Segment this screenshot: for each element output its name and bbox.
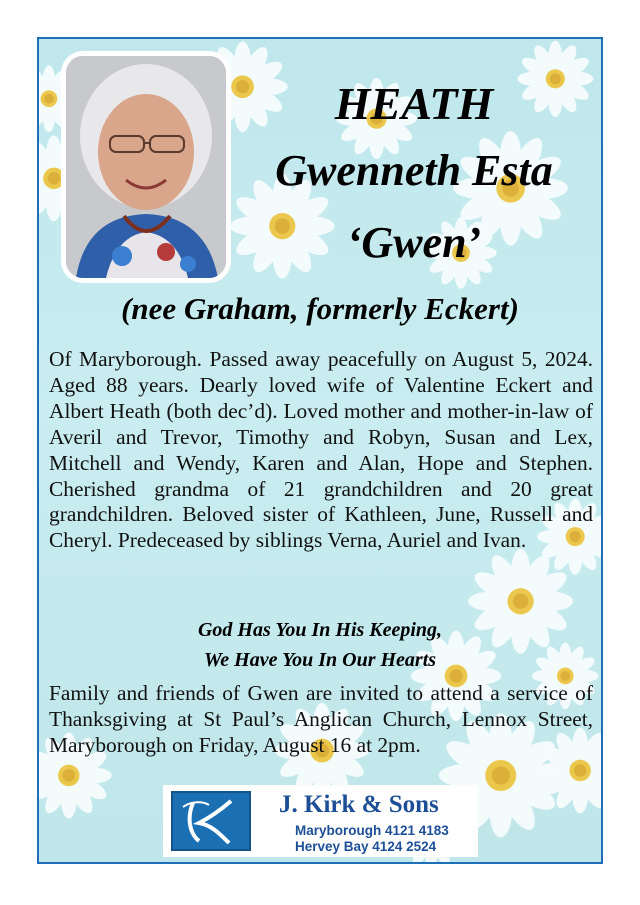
portrait-photo xyxy=(61,51,231,283)
maryborough-phone: Maryborough 4121 4183 xyxy=(295,823,449,838)
kirk-monogram-icon xyxy=(171,791,251,851)
funeral-director-name: J. Kirk & Sons xyxy=(279,791,439,818)
notice-frame xyxy=(37,37,603,864)
hervey-bay-phone: Hervey Bay 4124 2524 xyxy=(295,839,437,854)
service-details: Family and friends of Gwen are invited to attend a service of Thanksgiving at St Paul’s Anglican Church, Lennox Street, Maryborough on Friday, August 16 at 2pm. xyxy=(49,681,593,757)
verse-line-2: We Have You In Our Hearts xyxy=(203,649,437,671)
surname-heading: HEATH xyxy=(334,78,494,129)
portrait-image xyxy=(66,56,226,278)
given-names-heading: Gwenneth Esta xyxy=(275,146,553,195)
obituary-body: Of Maryborough. Passed away peacefully on August 5, 2024. Aged 88 years. Dearly loved wife of Valentine Eckert and Albert Heath (both dec’d). Loved mother and mother-in-law of Averil and Trevor, Timothy and Robyn, Susan and Lex, Mitchell and Wendy, Karen and Alan, Hope and Stephen. Cherished grandma of 21 grandchildren and 20 great grandchildren. Beloved sister of Kathleen, June, Russell and Cheryl. Predeceased by siblings Verna, Auriel and Ivan. xyxy=(49,347,593,553)
funeral-director-logo xyxy=(163,785,478,857)
nee-line: (nee Graham, formerly Eckert) xyxy=(121,291,519,326)
verse-line-1: God Has You In His Keeping, xyxy=(197,619,443,641)
nickname-heading: ‘Gwen’ xyxy=(346,218,482,267)
